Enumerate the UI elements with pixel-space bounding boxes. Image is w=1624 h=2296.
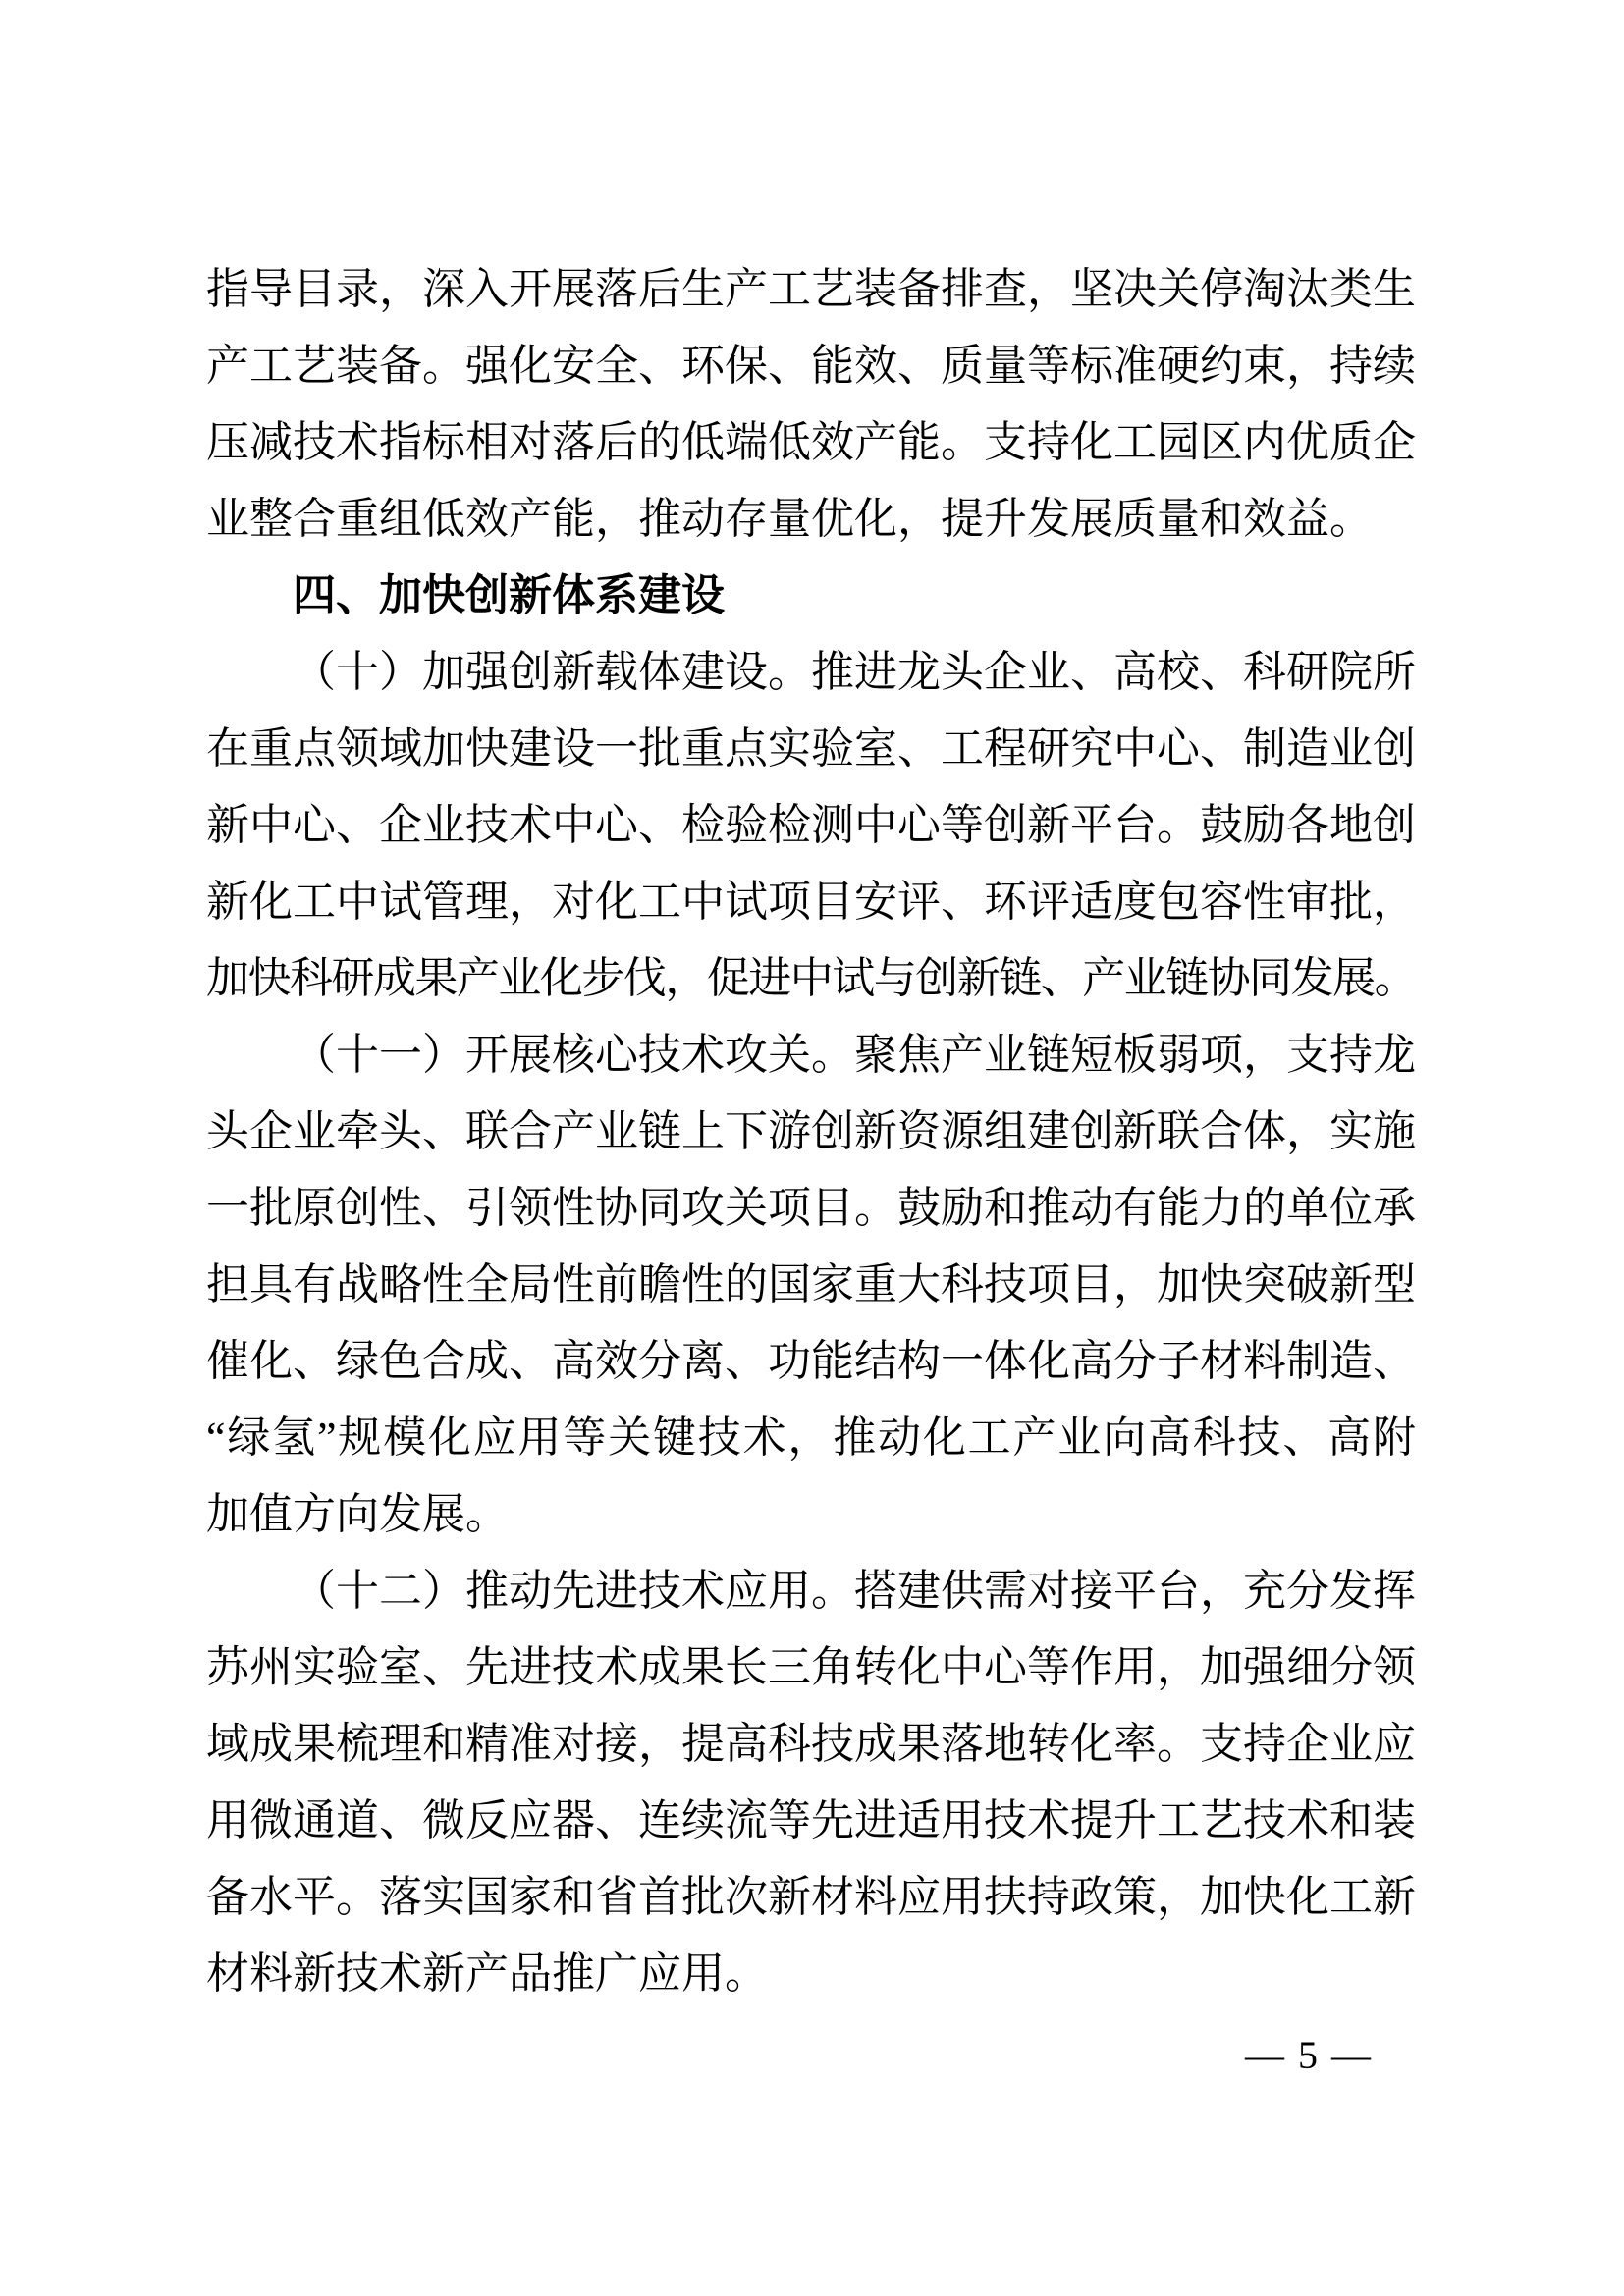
text-line: 加值方向发展。 <box>206 1490 509 1538</box>
text-line: 材料新技术新产品推广应用。 <box>206 1949 768 1998</box>
text-line: 压减技术指标相对落后的低端低效产能。支持化工园区内优质企 <box>206 418 1416 466</box>
text-line: （十）加强创新载体建设。推进龙头企业、高校、科研院所 <box>293 648 1416 696</box>
text-line: 新中心、企业技术中心、检验检测中心等创新平台。鼓励各地创 <box>206 801 1416 849</box>
text-line: 产工艺装备。强化安全、环保、能效、质量等标准硬约束，持续 <box>206 342 1416 390</box>
text-line: 在重点领域加快建设一批重点实验室、工程研究中心、制造业创 <box>206 724 1416 773</box>
page-number: — 5 — <box>1245 2033 1373 2077</box>
text-line: “绿氢”规模化应用等关键技术，推动化工产业向高科技、高附 <box>206 1414 1416 1462</box>
text-line: 一批原创性、引领性协同攻关项目。鼓励和推动有能力的单位承 <box>206 1184 1416 1232</box>
text-line: 备水平。落实国家和省首批次新材料应用扶持政策，加快化工新 <box>206 1873 1416 1921</box>
text-line: 指导目录，深入开展落后生产工艺装备排查，坚决关停淘汰类生 <box>206 265 1416 313</box>
text-line: 催化、绿色合成、高效分离、功能结构一体化高分子材料制造、 <box>206 1337 1416 1385</box>
text-line: 新化工中试管理，对化工中试项目安评、环评适度包容性审批， <box>206 878 1416 926</box>
text-line: 加快科研成果产业化步伐，促进中试与创新链、产业链协同发展。 <box>206 954 1416 1002</box>
text-line: （十二）推动先进技术应用。搭建供需对接平台，充分发挥 <box>293 1567 1416 1615</box>
document-body <box>206 251 1416 2012</box>
text-line: （十一）开展核心技术攻关。聚焦产业链短板弱项，支持龙 <box>293 1031 1416 1079</box>
section-heading: 四、加快创新体系建设 <box>293 571 725 619</box>
text-line: 业整合重组低效产能，推动存量优化，提升发展质量和效益。 <box>206 495 1373 543</box>
text-line: 担具有战略性全局性前瞻性的国家重大科技项目，加快突破新型 <box>206 1260 1416 1308</box>
text-line: 域成果梳理和精准对接，提高科技成果落地转化率。支持企业应 <box>206 1720 1416 1768</box>
text-line: 用微通道、微反应器、连续流等先进适用技术提升工艺技术和装 <box>206 1796 1416 1844</box>
text-line: 头企业牵头、联合产业链上下游创新资源组建创新联合体，实施 <box>206 1107 1416 1155</box>
text-line: 苏州实验室、先进技术成果长三角转化中心等作用，加强细分领 <box>206 1643 1416 1691</box>
